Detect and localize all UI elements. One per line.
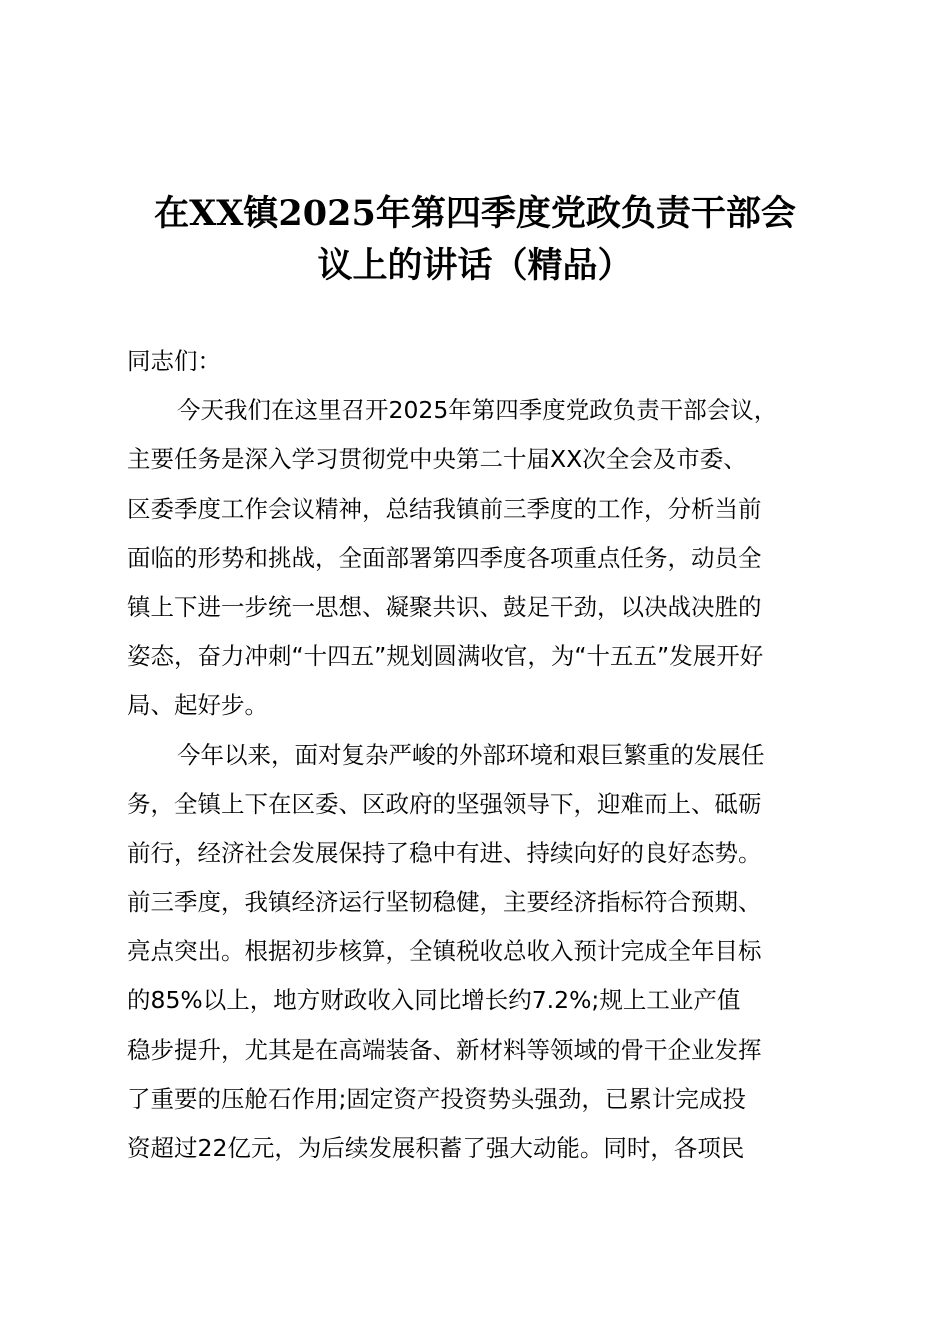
paragraph-line: 局、起好步。 [127, 691, 268, 720]
document-body [127, 337, 827, 1173]
paragraph-1 [127, 386, 827, 730]
paragraph-line: 面临的形势和挑战，全面部署第四季度各项重点任务，动员全 [127, 543, 762, 572]
paragraph-line: 镇上下进一步统一思想、凝聚共识、鼓足干劲，以决战决胜的 [127, 592, 762, 621]
paragraph-line: 今天我们在这里召开2025年第四季度党政负责干部会议， [177, 396, 778, 425]
paragraph-line: 稳步提升，尤其是在高端装备、新材料等领域的骨干企业发挥 [127, 1035, 762, 1064]
paragraph-line: 今年以来，面对复杂严峻的外部环境和艰巨繁重的发展任 [177, 740, 765, 769]
paragraph-line: 了重要的压舱石作用;固定资产投资势头强劲，已累计完成投 [127, 1084, 746, 1113]
paragraph-line: 前行，经济社会发展保持了稳中有进、持续向好的良好态势。 [127, 838, 762, 867]
title-line: 在XX镇2025年第四季度党政负责干部会 [154, 193, 796, 234]
paragraph-line: 务，全镇上下在区委、区政府的坚强领导下，迎难而上、砥砺 [127, 789, 762, 818]
paragraph-line: 姿态，奋力冲刺“十四五”规划圆满收官，为“十五五”发展开好 [127, 642, 764, 671]
paragraph-line: 亮点突出。根据初步核算，全镇税收总收入预计完成全年目标 [127, 937, 762, 966]
paragraph-2 [127, 731, 827, 1174]
paragraph-line: 区委季度工作会议精神，总结我镇前三季度的工作，分析当前 [127, 494, 762, 523]
document-title [60, 188, 890, 292]
title-line: 议上的讲话（精品） [317, 245, 633, 286]
paragraph-line: 的85%以上，地方财政收入同比增长约7.2%;规上工业产值 [127, 986, 741, 1015]
paragraph-line: 主要任务是深入学习贯彻党中央第二十届XX次全会及市委、 [127, 445, 747, 474]
salutation: 同志们： [127, 347, 221, 375]
paragraph-line: 前三季度，我镇经济运行坚韧稳健，主要经济指标符合预期、 [127, 888, 762, 917]
paragraph-line: 资超过22亿元，为后续发展积蓄了强大动能。同时，各项民 [127, 1134, 745, 1162]
